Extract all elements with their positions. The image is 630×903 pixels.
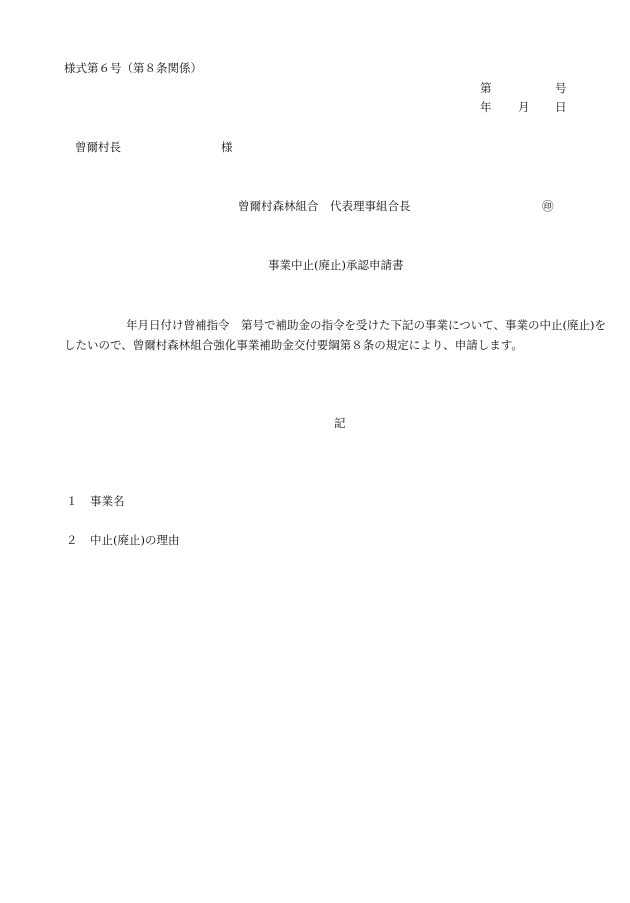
doc-number-suffix: 号 — [555, 81, 567, 95]
document-title: 事業中止(廃止)承認申請書 — [268, 258, 404, 272]
item-1-number: １ — [66, 494, 78, 508]
seal-mark: ㊞ — [542, 199, 554, 213]
item-2-number: ２ — [66, 533, 78, 547]
addressee-honorific: 様 — [221, 140, 233, 154]
addressee-name: 曾爾村長 — [75, 140, 121, 154]
body-day-ref: 日付け曾補指令 第 — [149, 318, 253, 332]
item-1-label: 事業名 — [90, 494, 125, 508]
date-month: 月 — [518, 100, 530, 114]
body-year: 年 — [126, 318, 138, 332]
body-paragraph — [64, 315, 612, 355]
ki-heading: 記 — [334, 416, 346, 430]
form-label: 様式第６号（第８条関係） — [64, 61, 202, 75]
applicant-org: 曾爾村森林組合 代表理事組合長 — [238, 199, 411, 213]
body-month: 月 — [137, 318, 149, 332]
body-text: 号で補助金の指令を受けた下記の事業について、事業の中止(廃止)をしたいので、曾爾村森林組合強化事業補助金交付要綱第８条の規定により、申請します。 — [64, 318, 607, 352]
date-year: 年 — [480, 100, 492, 114]
doc-number-prefix: 第 — [480, 81, 492, 95]
date-day: 日 — [555, 100, 567, 114]
item-2-label: 中止(廃止)の理由 — [90, 533, 180, 547]
